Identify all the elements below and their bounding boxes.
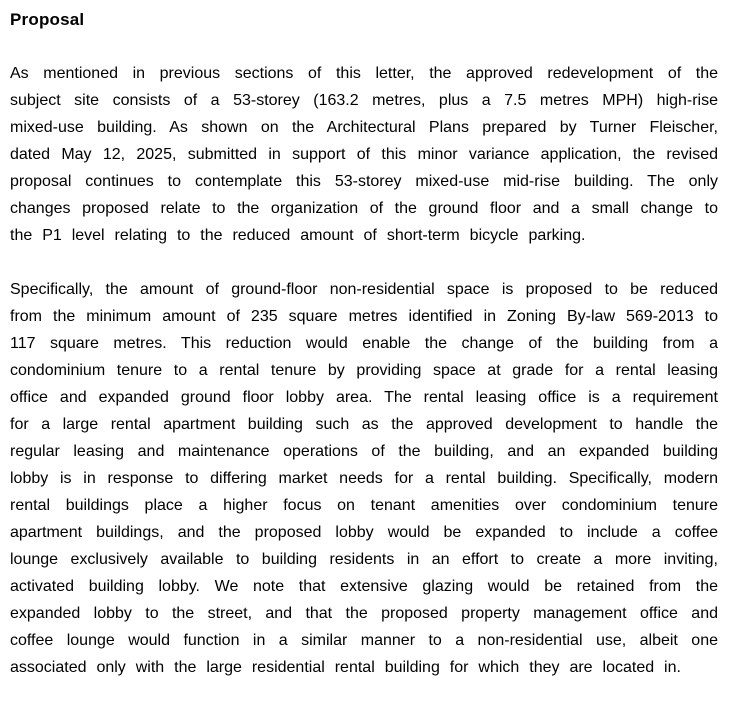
section-heading: Proposal	[10, 10, 85, 29]
paragraph-ground-floor-reduction: Specifically, the amount of ground-floor non-residential space is proposed to be reduced from the minimum amount of 235 square metres identified in Zoning By-law 569-2013 to 117 square metres. This reduction would enable the change of the building from a condominium tenure to a rental tenure by providing space at grade for a rental leasing office and expanded ground floor lobby area. The rental leasing office is a requirement for a large rental apartment building such as the approved development to handle the regular leasing and maintenance operations of the building, and an expanded building lobby is in response to differing market needs for a rental building. Specifically, modern rental buildings place a higher focus on tenant amenities over condominium tenure apartment buildings, and the proposed lobby would be expanded to include a coffee lounge exclusively available to building residents in an effort to create a more inviting, activated building lobby. We note that extensive glazing would be retained from the expanded lobby to the street, and that the proposed property management office and coffee lounge would function in a similar manner to a non-residential use, albeit one associated only with the large residential rental building for which they are located in.	[10, 281, 718, 676]
paragraph-proposal-overview: As mentioned in previous sections of this letter, the approved redevelopment of the subject site consists of a 53-storey (163.2 metres, plus a 7.5 metres MPH) high-rise mixed-use building. As shown on the Architectural Plans prepared by Turner Fleischer, dated May 12, 2025, submitted in support of this minor variance application, the revised proposal continues to contemplate this 53-storey mixed-use mid-rise building. The only changes proposed relate to the organization of the ground floor and a small change to the P1 level relating to the reduced amount of short-term bicycle parking.	[10, 65, 718, 244]
